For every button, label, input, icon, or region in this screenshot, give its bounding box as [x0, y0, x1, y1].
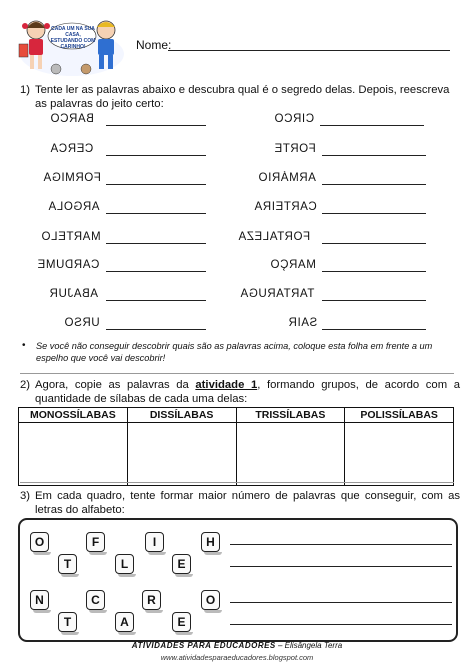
name-field[interactable] [168, 50, 450, 51]
mirrored-word: MARTELO [41, 231, 101, 243]
divider [20, 373, 454, 374]
answer-line[interactable] [106, 213, 206, 214]
word-row [37, 259, 212, 275]
word-row [238, 231, 448, 247]
word-row [274, 143, 454, 159]
name-label: Nome: [136, 38, 172, 52]
divider [20, 482, 454, 483]
logo-text: CADA UM NA SUA CASA, ESTUDANDO COM CARINHO! [50, 26, 96, 50]
letter-tile: I [145, 532, 164, 552]
letter-tile: H [201, 532, 220, 552]
letter-tile: O [201, 590, 220, 610]
answer-line[interactable] [322, 243, 426, 244]
mirror-tip [22, 340, 462, 364]
mirrored-word: ABAJUR [49, 288, 98, 300]
mirrored-word: MARÇO [270, 259, 316, 271]
mirrored-word: CIRCO [274, 113, 315, 125]
activity3-text: Em cada quadro, tente formar maior número de palavras que conseguir, com as letras do alfabeto: [35, 490, 460, 516]
letters-box [18, 518, 458, 642]
answer-line[interactable] [106, 329, 206, 330]
word-row [270, 259, 455, 275]
activity1-instruction [20, 83, 460, 111]
letter-tile: C [86, 590, 105, 610]
answer-line[interactable] [322, 300, 426, 301]
answer-line[interactable] [322, 184, 426, 185]
header-illustration [14, 14, 126, 80]
activity2-text-before: Agora, copie as palavras da [35, 379, 196, 391]
answer-line[interactable] [106, 300, 206, 301]
mirrored-word: CERCA [50, 143, 94, 155]
mirrored-word: FORTE [274, 143, 316, 155]
mirrored-word: CARDUME [37, 259, 100, 271]
activity2-number: 2) [20, 379, 31, 391]
answer-line[interactable] [322, 213, 426, 214]
letter-tile: T [58, 554, 77, 574]
mirrored-word: SAIR [288, 317, 318, 329]
answer-cell[interactable] [19, 423, 128, 486]
letter-tile: F [86, 532, 105, 552]
column-header: MONOSSÍLABAS [19, 408, 128, 423]
column-header: DISSÍLABAS [127, 408, 236, 423]
word-row [288, 317, 453, 333]
answer-cell[interactable] [345, 423, 454, 486]
activity1-text: Tente ler as palavras abaixo e descubra qual é o segredo delas. Depois, reescreva as palavras do jeito certo: [35, 84, 450, 110]
tip-bullet: • [22, 340, 26, 351]
letter-tile: R [142, 590, 161, 610]
mirrored-word: FORMIGA [43, 172, 101, 184]
activity3-number: 3) [20, 490, 31, 502]
word-row [49, 288, 214, 304]
word-row [43, 172, 213, 188]
answer-line[interactable] [106, 243, 206, 244]
column-header: TRISSÍLABAS [236, 408, 345, 423]
answer-cell[interactable] [236, 423, 345, 486]
syllable-table [18, 407, 454, 486]
letter-tile: N [30, 590, 49, 610]
word-row [258, 172, 448, 188]
activity1-number: 1) [20, 84, 31, 96]
activity2-text-after: , formando grupos, de acordo com a quantidade de sílabas de cada uma delas: [35, 379, 460, 405]
answer-line[interactable] [230, 624, 452, 625]
mirrored-word: BARCO [50, 113, 94, 125]
answer-line[interactable] [230, 544, 452, 545]
letter-tile: T [58, 612, 77, 632]
answer-line[interactable] [320, 125, 424, 126]
letter-tile: E [172, 554, 191, 574]
answer-line[interactable] [322, 329, 426, 330]
answer-line[interactable] [106, 155, 206, 156]
activity2-text [35, 378, 460, 406]
activity2-instruction [20, 378, 460, 406]
answer-line[interactable] [230, 602, 452, 603]
mirrored-word: CARTEIRA [254, 201, 317, 213]
column-header: POLISSÍLABAS [345, 408, 454, 423]
answer-cell[interactable] [127, 423, 236, 486]
mirrored-word: ARGOLA [48, 201, 100, 213]
mirrored-word: URSO [64, 317, 100, 329]
footer-author: – Elisângela Terra [275, 641, 343, 650]
mirrored-word: FORTALEZA [238, 231, 311, 243]
tip-text: Se você não conseguir descobrir quais são as palavras acima, coloque esta folha em frente a um espelho que você vai descobrir! [36, 341, 433, 363]
footer-url: www.atividadesparaeducadores.blogspot.com [160, 653, 314, 662]
letter-tile: O [30, 532, 49, 552]
table-row [19, 423, 454, 486]
word-row [50, 143, 210, 159]
word-row [64, 317, 214, 333]
answer-line[interactable] [106, 184, 206, 185]
footer-title: ATIVIDADES PARA EDUCADORES [131, 641, 276, 650]
word-row [48, 201, 213, 217]
answer-line[interactable] [322, 155, 426, 156]
letter-tile: A [115, 612, 134, 632]
mirrored-word: TARTARUGA [240, 288, 315, 300]
word-row [50, 113, 210, 129]
answer-line[interactable] [106, 271, 206, 272]
table-header-row [19, 408, 454, 423]
answer-line[interactable] [230, 566, 452, 567]
word-row [274, 113, 454, 129]
word-row [254, 201, 454, 217]
word-row [240, 288, 455, 304]
answer-line[interactable] [322, 271, 426, 272]
mirrored-word: ARMÁRIO [258, 172, 316, 184]
footer-credit [0, 641, 474, 650]
word-row [41, 231, 211, 247]
answer-line[interactable] [106, 125, 206, 126]
activity3-instruction [20, 489, 460, 517]
activity2-highlight: atividade 1 [195, 379, 258, 391]
letter-tile: E [172, 612, 191, 632]
letter-tile: L [115, 554, 134, 574]
